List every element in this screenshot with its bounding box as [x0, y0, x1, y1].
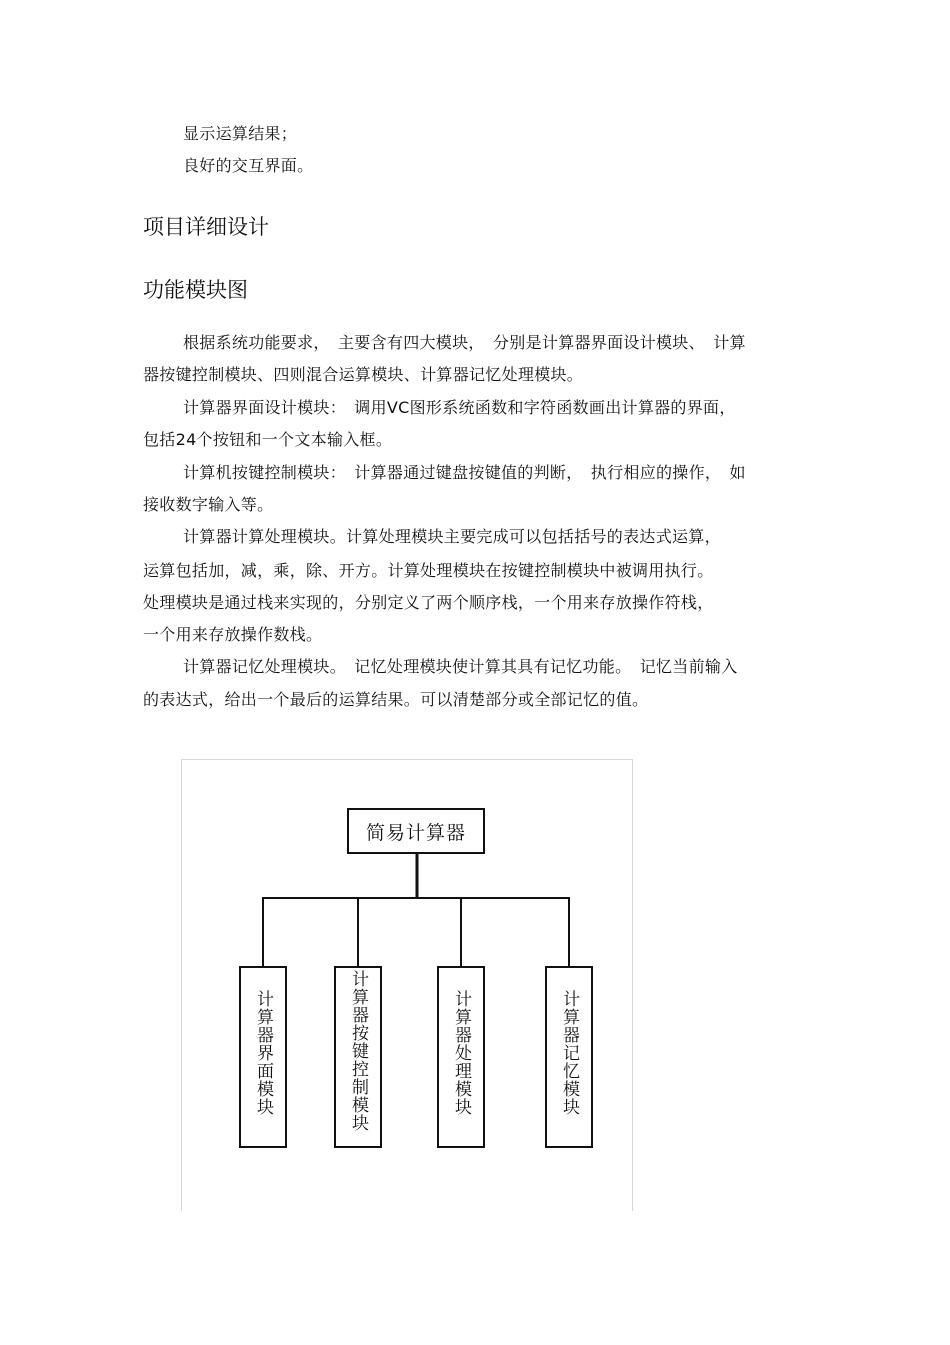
paragraph-line: 的表达式，给出一个最后的运算结果。可以清楚部分或全部记忆的值。: [143, 690, 649, 709]
paragraph-line: 根据系统功能要求， 主要含有四大模块， 分别是计算器界面设计模块、 计算: [183, 333, 746, 352]
module-node-keys: [334, 966, 382, 1148]
module-node-calc: [437, 966, 485, 1148]
module-node-label: 计算器处理模块: [451, 990, 471, 1116]
paragraph-line: 计算器计算处理模块。计算处理模块主要完成可以包括括号的表达式运算，: [183, 527, 721, 546]
paragraph-line: 运算包括加，减，乘，除、开方。计算处理模块在按键控制模块中被调用执行。: [143, 561, 714, 580]
root-node: [347, 808, 485, 854]
paragraph-line: 处理模块是通过栈来实现的，分别定义了两个顺序栈，一个用来存放操作符栈，: [143, 593, 714, 612]
root-node-label: 简易计算器: [365, 821, 466, 844]
module-node-ui: [239, 966, 287, 1148]
paragraph-line: 一个用来存放操作数栈。: [143, 625, 323, 644]
module-node-memory: [545, 966, 593, 1148]
module-diagram: [181, 759, 633, 1211]
module-node-label: 计算器界面模块: [253, 990, 273, 1116]
list-item: 显示运算结果；: [183, 124, 298, 143]
section-heading: 功能模块图: [143, 278, 248, 302]
paragraph-line: 接收数字输入等。: [143, 495, 274, 514]
module-node-label: 计算器记忆模块: [559, 990, 579, 1116]
paragraph-line: 器按键控制模块、四则混合运算模块、计算器记忆处理模块。: [143, 365, 584, 384]
section-heading: 项目详细设计: [143, 215, 269, 239]
paragraph-line: 计算器界面设计模块： 调用VC图形系统函数和字符函数画出计算器的界面，: [183, 398, 736, 417]
paragraph-line: 计算机按键控制模块： 计算器通过键盘按键值的判断， 执行相应的操作， 如: [183, 463, 746, 482]
paragraph-line: 包括24个按钮和一个文本输入框。: [143, 430, 393, 449]
list-item: 良好的交互界面。: [183, 156, 314, 175]
paragraph-line: 计算器记忆处理模块。 记忆处理模块使计算其具有记忆功能。 记忆当前输入: [183, 657, 738, 676]
module-node-label: 计算器按键控制模块: [348, 970, 368, 1132]
